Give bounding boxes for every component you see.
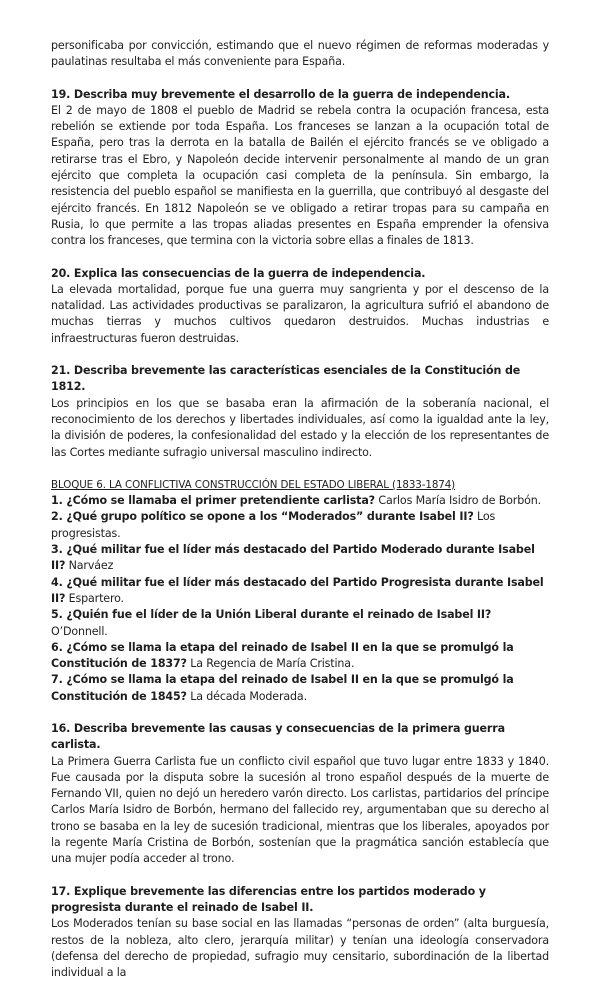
bloque-item-question: 4. ¿Qué militar fue el líder más destacado del Partido Progresista durante Isabel II? bbox=[51, 575, 544, 605]
bloque-item bbox=[51, 607, 549, 640]
bloque-item-answer: Espartero. bbox=[65, 591, 124, 605]
answer-16: La Primera Guerra Carlista fue un conflicto civil español que tuvo lugar entre 1833 y 1840. Fue causada por la disputa sobre la sucesión al trono español después de la muerte de Fernando VII, quien no dejó un heredero varón directo. Los carlistas, partidarios del príncipe Carlos María Isidro de Borbón, hermano del fallecido rey, argumentaban que su derecho al trono se basaba en la ley de sucesión tradicional, mientras que los liberales, apoyados por la regente María Cristina de Borbón, sostenían que la pragmática sanción establecía que una mujer podía acceder al trono. bbox=[51, 754, 549, 866]
bloque-item bbox=[51, 493, 549, 509]
bloque-item bbox=[51, 672, 549, 705]
bloque-item-answer: O’Donnell. bbox=[51, 624, 108, 638]
section-19 bbox=[51, 87, 549, 250]
bloque-item-answer: La década Moderada. bbox=[186, 689, 307, 703]
bloque-item bbox=[51, 509, 549, 542]
answer-17: Los Moderados tenían su base social en las llamadas “personas de orden” (alta burguesía, restos de la nobleza, alto clero, jerarquía militar) y tenían una ideología conservadora (defensa del derecho de propiedad, sufragio muy censitario, subordinación de la libertad individual a la bbox=[51, 917, 549, 980]
section-17 bbox=[51, 884, 549, 981]
answer-19: El 2 de mayo de 1808 el pueblo de Madrid se rebela contra la ocupación francesa, esta rebelión se extiende por toda España. Los franceses se lanzan a la ocupación total de España, pero tras la derrota en la batalla de Bailén el ejército francés se ve obligado a retirarse tras el Ebro, y Napoleón decide intervenir personalmente al mando de un gran ejército que completa la ocupación casi completa de la península. Sin embargo, la resistencia del pueblo español se manifiesta en la guerrilla, que contribuyó al desgaste del ejército francés. En 1812 Napoleón se ve obligado a retirar tropas para su campaña en Rusia, lo que permite a las tropas aliadas presentes en España emprender la ofensiva contra los franceses, que termina con la victoria sobre ellas a finales de 1813. bbox=[51, 103, 549, 248]
section-16 bbox=[51, 721, 549, 868]
question-20: 20. Explica las consecuencias de la guerra de independencia. bbox=[51, 266, 426, 280]
intro-paragraph: personificaba por convicción, estimando que el nuevo régimen de reformas moderadas y paulatinas resultaba el más conveniente para España. bbox=[51, 39, 549, 69]
bloque-item-question: 3. ¿Qué militar fue el líder más destacado del Partido Moderado durante Isabel II? bbox=[51, 543, 535, 573]
bloque-item-answer: Carlos María Isidro de Borbón. bbox=[374, 494, 542, 508]
question-21: 21. Describa brevemente las características esenciales de la Constitución de 1812. bbox=[51, 364, 521, 394]
answer-21: Los principios en los que se basaba eran la afirmación de la soberanía nacional, el reconocimiento de los derechos y libertades individuales, así como la igualdad ante la ley, la división de poderes, la confesionalidad del estado y la elección de los representantes de las Cortes mediante sufragio universal masculino indirecto. bbox=[51, 396, 549, 459]
section-21 bbox=[51, 363, 549, 461]
bloque-item-question: 6. ¿Cómo se llama la etapa del reinado de Isabel II en la que se promulgó la Constitución de 1837? bbox=[51, 640, 514, 671]
question-19: 19. Describa muy brevemente el desarrollo de la guerra de independencia. bbox=[51, 87, 510, 101]
bloque-item bbox=[51, 575, 549, 608]
question-16: 16. Describa brevemente las causas y consecuencias de la primera guerra carlista. bbox=[51, 721, 505, 752]
bloque-6 bbox=[51, 477, 549, 705]
bloque-item-question: 5. ¿Quién fue el líder de la Unión Liberal durante el reinado de Isabel II? bbox=[51, 608, 492, 622]
bloque-item-question: 2. ¿Qué grupo político se opone a los “Moderados” durante Isabel II? bbox=[51, 510, 474, 524]
bloque-item bbox=[51, 640, 549, 673]
answer-20: La elevada mortalidad, porque fue una guerra muy sangrienta y por el descenso de la natalidad. Las actividades productivas se paralizaron, la agricultura sufrió el abandono de muchas tierras y muchos cultivos quedaron destruidos. Muchas industrias e infraestructuras fueron destruidas. bbox=[51, 282, 549, 345]
bloque-item-question: 7. ¿Cómo se llama la etapa del reinado de Isabel II en la que se promulgó la Constitución de 1845? bbox=[51, 673, 514, 703]
question-17: 17. Explique brevemente las diferencias entre los partidos moderado y progresista durante el reinado de Isabel II. bbox=[51, 884, 486, 914]
bloque-item-answer: La Regencia de María Cristina. bbox=[186, 657, 355, 671]
document-page bbox=[51, 38, 549, 981]
bloque-item-answer: Narváez bbox=[65, 559, 114, 573]
bloque-item bbox=[51, 542, 549, 575]
bloque-title: BLOQUE 6. LA CONFLICTIVA CONSTRUCCIÓN DEL ESTADO LIBERAL (1833-1874) bbox=[51, 478, 456, 491]
bloque-item-answer: Los progresistas. bbox=[51, 510, 496, 540]
section-20 bbox=[51, 266, 549, 347]
bloque-item-question: 1. ¿Cómo se llamaba el primer pretendiente carlista? bbox=[51, 494, 375, 508]
